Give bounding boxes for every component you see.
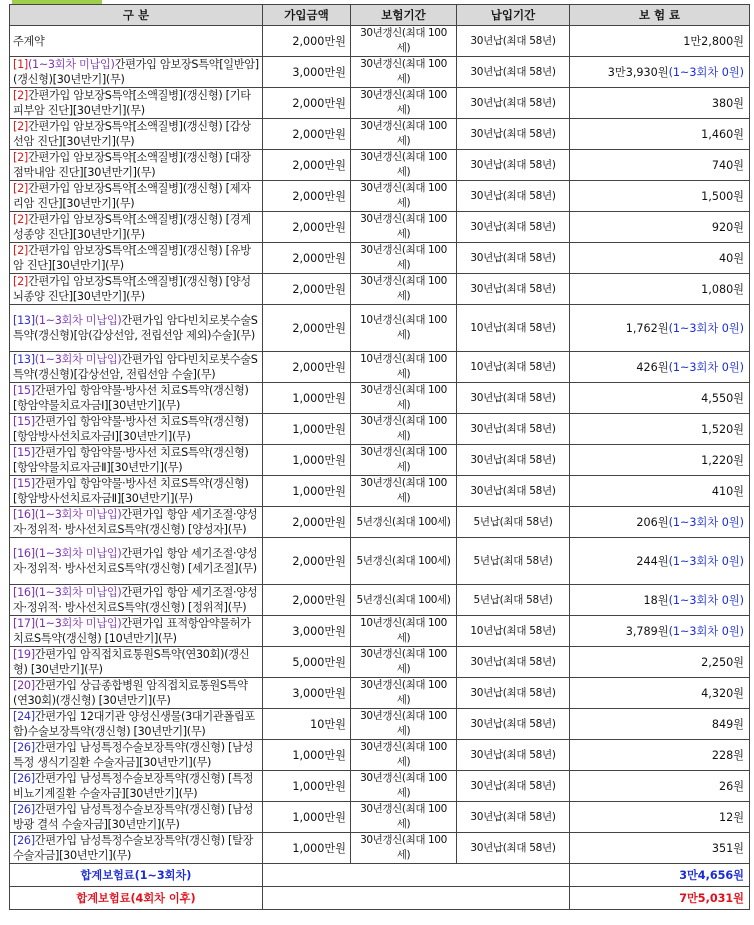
premium-cell <box>570 833 750 864</box>
coverage-name-cell <box>10 212 263 243</box>
coverage-name-cell <box>10 833 263 864</box>
premium-cell <box>570 740 750 771</box>
coverage-name: 간편가입 남성특정수술보장특약(갱신형) [특정비뇨기계질환 수술자금][30년만기](무) <box>13 772 254 800</box>
premium-cell <box>570 150 750 181</box>
table-row <box>10 88 750 119</box>
period-cell: 30년갱신(최대 100세) <box>351 709 457 740</box>
table-row <box>10 212 750 243</box>
period-cell: 30년갱신(최대 100세) <box>351 802 457 833</box>
coverage-name: 간편가입 암보장S특약[소액질병](갱신형) [갑상선암 진단][30년만기](무) <box>13 120 251 148</box>
coverage-code: [24] <box>13 710 35 723</box>
period-cell: 10년갱신(최대 100세) <box>351 616 457 647</box>
premium-cell <box>570 771 750 802</box>
period-cell: 30년갱신(최대 100세) <box>351 26 457 57</box>
period-cell: 30년갱신(최대 100세) <box>351 383 457 414</box>
coverage-name: 간편가입 암직접치료통원S특약(연30회)(갱신형) [30년만기](무) <box>13 648 250 676</box>
period-cell: 30년갱신(최대 100세) <box>351 833 457 864</box>
total-label-1-3: 합계보험료(1~3회차) <box>10 864 263 887</box>
header-period: 보험기간 <box>351 5 457 26</box>
table-row <box>10 740 750 771</box>
premium-value: 4,550원 <box>701 391 744 405</box>
premium-cell <box>570 414 750 445</box>
amount-cell: 2,000만원 <box>263 150 351 181</box>
coverage-name: 간편가입 암다빈치로봇수술S특약(갱신형)[암(갑상선암, 전립선암 제외)수술](무) <box>13 314 258 342</box>
period-cell: 5년갱신(최대 100세) <box>351 507 457 538</box>
coverage-name-cell <box>10 678 263 709</box>
amount-cell: 3,000만원 <box>263 57 351 88</box>
table-row <box>10 476 750 507</box>
amount-cell: 1,000만원 <box>263 476 351 507</box>
premium-note: (1~3회차 0원) <box>668 593 744 607</box>
coverage-name: 간편가입 남성특정수술보장특약(갱신형) [남성특정 생식기질환 수술자금][30년만기](무) <box>13 741 254 769</box>
pay-period-cell: 30년납(최대 58년) <box>457 678 570 709</box>
amount-cell: 1,000만원 <box>263 802 351 833</box>
table-row <box>10 243 750 274</box>
period-cell: 30년갱신(최대 100세) <box>351 181 457 212</box>
coverage-name: 간편가입 암보장S특약[일반암](갱신형)[30년만기](무) <box>13 58 259 86</box>
amount-cell: 5,000만원 <box>263 647 351 678</box>
pay-period-cell: 30년납(최대 58년) <box>457 383 570 414</box>
premium-value: 740원 <box>711 158 744 172</box>
pay-period-cell: 10년납(최대 58년) <box>457 616 570 647</box>
pay-period-cell: 30년납(최대 58년) <box>457 26 570 57</box>
coverage-code: [16] <box>13 508 35 521</box>
coverage-name: 간편가입 암보장S특약[소액질병](갱신형) [대장점막내암 진단][30년만기](무) <box>13 151 251 179</box>
coverage-name-cell <box>10 771 263 802</box>
premium-cell <box>570 585 750 616</box>
premium-cell <box>570 507 750 538</box>
period-cell: 30년갱신(최대 100세) <box>351 476 457 507</box>
coverage-name: 간편가입 상급종합병원 암직접치료통원S특약(연30회)(갱신형) [30년만기](무) <box>13 679 248 707</box>
period-cell: 30년갱신(최대 100세) <box>351 150 457 181</box>
pay-period-cell: 30년납(최대 58년) <box>457 119 570 150</box>
table-row <box>10 709 750 740</box>
premium-note: (1~3회차 0원) <box>668 360 744 374</box>
premium-cell <box>570 243 750 274</box>
amount-cell: 2,000만원 <box>263 274 351 305</box>
coverage-name: 간편가입 항암약물·방사선 치료S특약(갱신형)[항암방사선치료자금Ⅰ][30년만기](무) <box>13 415 249 443</box>
premium-note: (1~3회차 0원) <box>668 624 744 638</box>
premium-value: 380원 <box>711 96 744 110</box>
premium-cell <box>570 383 750 414</box>
premium-cell <box>570 305 750 352</box>
coverage-code: [17] <box>13 617 35 630</box>
premium-note: (1~3회차 0원) <box>668 65 744 79</box>
coverage-name-cell <box>10 709 263 740</box>
table-row <box>10 181 750 212</box>
premium-value: 26원 <box>718 779 744 793</box>
coverage-code: [19] <box>13 648 35 661</box>
premium-value: 12원 <box>718 810 744 824</box>
table-row <box>10 352 750 383</box>
coverage-code: [26] <box>13 834 35 847</box>
table-row <box>10 538 750 585</box>
total-value-1-3: 3만4,656원 <box>570 864 750 887</box>
coverage-name: 간편가입 표적항암약물허가치료S특약(갱신형) [10년만기](무) <box>13 617 251 645</box>
premium-cell <box>570 119 750 150</box>
premium-cell <box>570 352 750 383</box>
amount-cell: 1,000만원 <box>263 414 351 445</box>
premium-cell <box>570 538 750 585</box>
premium-note: (1~3회차 0원) <box>668 321 744 335</box>
premium-cell <box>570 181 750 212</box>
period-cell: 30년갱신(최대 100세) <box>351 57 457 88</box>
unpaid-note: (1~3회차 미납입) <box>27 58 115 71</box>
coverage-name-cell <box>10 383 263 414</box>
coverage-name-cell <box>10 274 263 305</box>
period-cell: 30년갱신(최대 100세) <box>351 678 457 709</box>
premium-table <box>9 4 750 910</box>
unpaid-note: (1~3회차 미납입) <box>34 617 122 630</box>
coverage-code: [13] <box>13 314 35 327</box>
coverage-name-cell <box>10 476 263 507</box>
coverage-name-cell <box>10 243 263 274</box>
amount-cell: 2,000만원 <box>263 507 351 538</box>
coverage-code: [2] <box>13 120 28 133</box>
table-row <box>10 150 750 181</box>
premium-value: 1,762원 <box>625 321 669 335</box>
amount-cell: 2,000만원 <box>263 352 351 383</box>
coverage-code: [2] <box>13 151 28 164</box>
header-pay-period: 납입기간 <box>457 5 570 26</box>
pay-period-cell: 5년납(최대 58년) <box>457 585 570 616</box>
premium-value: 1,220원 <box>701 453 744 467</box>
table-row <box>10 507 750 538</box>
premium-cell <box>570 476 750 507</box>
coverage-code: [15] <box>13 415 35 428</box>
table-row <box>10 26 750 57</box>
premium-value: 18원 <box>643 593 669 607</box>
coverage-code: [26] <box>13 741 35 754</box>
pay-period-cell: 30년납(최대 58년) <box>457 57 570 88</box>
pay-period-cell: 10년납(최대 58년) <box>457 352 570 383</box>
coverage-code: [26] <box>13 772 35 785</box>
amount-cell: 1,000만원 <box>263 833 351 864</box>
premium-cell <box>570 212 750 243</box>
pay-period-cell: 30년납(최대 58년) <box>457 243 570 274</box>
coverage-name-cell <box>10 445 263 476</box>
pay-period-cell: 30년납(최대 58년) <box>457 274 570 305</box>
pay-period-cell: 30년납(최대 58년) <box>457 647 570 678</box>
pay-period-cell: 5년납(최대 58년) <box>457 538 570 585</box>
coverage-name: 간편가입 남성특정수술보장특약(갱신형) [탈장수술자금][30년만기](무) <box>13 834 254 862</box>
period-cell: 30년갱신(최대 100세) <box>351 647 457 678</box>
period-cell: 30년갱신(최대 100세) <box>351 119 457 150</box>
period-cell: 5년갱신(최대 100세) <box>351 585 457 616</box>
pay-period-cell: 30년납(최대 58년) <box>457 181 570 212</box>
unpaid-note: (1~3회차 미납입) <box>34 353 122 366</box>
premium-cell <box>570 616 750 647</box>
coverage-name: 간편가입 암보장S특약[소액질병](갱신형) [제자리암 진단][30년만기](무) <box>13 182 251 210</box>
coverage-code: [13] <box>13 353 35 366</box>
premium-cell <box>570 709 750 740</box>
total-spacer <box>263 864 570 887</box>
amount-cell: 3,000만원 <box>263 678 351 709</box>
table-row <box>10 119 750 150</box>
amount-cell: 2,000만원 <box>263 212 351 243</box>
premium-value: 228원 <box>711 748 744 762</box>
premium-value: 1,080원 <box>701 282 744 296</box>
amount-cell: 1,000만원 <box>263 740 351 771</box>
table-row <box>10 585 750 616</box>
premium-value: 410원 <box>711 484 744 498</box>
coverage-name-cell <box>10 305 263 352</box>
table-row <box>10 57 750 88</box>
coverage-name: 간편가입 12대기관 양성신생물(3대기관폴립포함)수술보장특약(갱신형) [30년만기](무) <box>13 710 255 738</box>
pay-period-cell: 10년납(최대 58년) <box>457 305 570 352</box>
premium-value: 4,320원 <box>701 686 744 700</box>
amount-cell: 2,000만원 <box>263 181 351 212</box>
coverage-name-cell <box>10 647 263 678</box>
coverage-name: 간편가입 항암약물·방사선 치료S특약(갱신형)[항암약물치료자금Ⅰ][30년만기](무) <box>13 384 249 412</box>
premium-value: 1,460원 <box>701 127 744 141</box>
table-row <box>10 833 750 864</box>
coverage-code: [26] <box>13 803 35 816</box>
premium-note: (1~3회차 0원) <box>668 515 744 529</box>
pay-period-cell: 30년납(최대 58년) <box>457 212 570 243</box>
coverage-name-cell <box>10 740 263 771</box>
premium-cell <box>570 274 750 305</box>
period-cell: 5년갱신(최대 100세) <box>351 538 457 585</box>
pay-period-cell: 30년납(최대 58년) <box>457 709 570 740</box>
table-body <box>10 26 750 864</box>
coverage-code: [16] <box>13 586 35 599</box>
amount-cell: 2,000만원 <box>263 305 351 352</box>
coverage-code: [1] <box>13 58 28 71</box>
coverage-name: 간편가입 항암 세기조절·양성자·정위적· 방사선치료S특약(갱신형) [양성자](무) <box>13 508 258 536</box>
period-cell: 30년갱신(최대 100세) <box>351 212 457 243</box>
coverage-code: [15] <box>13 384 35 397</box>
total-label-4-plus: 합계보험료(4회차 이후) <box>10 887 263 910</box>
premium-value: 351원 <box>711 841 744 855</box>
table-row <box>10 616 750 647</box>
period-cell: 30년갱신(최대 100세) <box>351 740 457 771</box>
coverage-name-cell <box>10 26 263 57</box>
header-category: 구 분 <box>10 5 263 26</box>
coverage-name: 간편가입 항암약물·방사선 치료S특약(갱신형)[항암방사선치료자금Ⅱ][30년만기](무) <box>13 477 249 505</box>
coverage-name-cell <box>10 414 263 445</box>
coverage-name-cell <box>10 181 263 212</box>
amount-cell: 2,000만원 <box>263 538 351 585</box>
premium-value: 1,500원 <box>701 189 744 203</box>
premium-value: 3,789원 <box>625 624 669 638</box>
pay-period-cell: 30년납(최대 58년) <box>457 476 570 507</box>
coverage-name: 간편가입 암보장S특약[소액질병](갱신형) [유방암 진단][30년만기](무) <box>13 244 251 272</box>
amount-cell: 1,000만원 <box>263 771 351 802</box>
premium-value: 2,250원 <box>701 655 744 669</box>
pay-period-cell: 30년납(최대 58년) <box>457 445 570 476</box>
coverage-name-cell <box>10 150 263 181</box>
amount-cell: 2,000만원 <box>263 243 351 274</box>
pay-period-cell: 30년납(최대 58년) <box>457 150 570 181</box>
pay-period-cell: 30년납(최대 58년) <box>457 833 570 864</box>
premium-value: 244원 <box>636 554 669 568</box>
coverage-name: 간편가입 남성특정수술보장특약(갱신형) [남성방광 결석 수술자금][30년만기](무) <box>13 803 254 831</box>
unpaid-note: (1~3회차 미납입) <box>34 314 122 327</box>
coverage-code: [15] <box>13 477 35 490</box>
pay-period-cell: 5년납(최대 58년) <box>457 507 570 538</box>
amount-cell: 2,000만원 <box>263 88 351 119</box>
amount-cell: 10만원 <box>263 709 351 740</box>
coverage-name-cell <box>10 352 263 383</box>
total-value-4-plus: 7만5,031원 <box>570 887 750 910</box>
premium-cell <box>570 647 750 678</box>
pay-period-cell: 30년납(최대 58년) <box>457 740 570 771</box>
premium-cell <box>570 678 750 709</box>
premium-value: 1,520원 <box>701 422 744 436</box>
amount-cell: 2,000만원 <box>263 585 351 616</box>
period-cell: 30년갱신(최대 100세) <box>351 445 457 476</box>
total-spacer <box>263 887 570 910</box>
period-cell: 30년갱신(최대 100세) <box>351 771 457 802</box>
premium-cell <box>570 802 750 833</box>
table-row <box>10 771 750 802</box>
total-row-4-plus <box>10 887 750 910</box>
table-row <box>10 802 750 833</box>
coverage-name: 간편가입 암보장S특약[소액질병](갱신형) [기타피부암 진단][30년만기](무) <box>13 89 251 117</box>
table-header-row <box>10 5 750 26</box>
coverage-code: [2] <box>13 213 28 226</box>
coverage-code: [15] <box>13 446 35 459</box>
header-premium: 보 험 료 <box>570 5 750 26</box>
table-row <box>10 445 750 476</box>
coverage-name-cell <box>10 57 263 88</box>
premium-cell <box>570 445 750 476</box>
table-row <box>10 274 750 305</box>
coverage-code: [16] <box>13 547 35 560</box>
period-cell: 10년갱신(최대 100세) <box>351 305 457 352</box>
coverage-code: [2] <box>13 89 28 102</box>
coverage-name: 간편가입 암다빈치로봇수술S특약(갱신형)[갑상선암, 전립선암 수술](무) <box>13 353 258 381</box>
coverage-name-cell <box>10 119 263 150</box>
table-row <box>10 647 750 678</box>
coverage-name-cell <box>10 616 263 647</box>
premium-value: 3만3,930원 <box>607 65 669 79</box>
period-cell: 30년갱신(최대 100세) <box>351 274 457 305</box>
premium-cell <box>570 57 750 88</box>
unpaid-note: (1~3회차 미납입) <box>34 547 122 560</box>
premium-value: 206원 <box>636 515 669 529</box>
period-cell: 30년갱신(최대 100세) <box>351 88 457 119</box>
pay-period-cell: 30년납(최대 58년) <box>457 88 570 119</box>
coverage-name-cell <box>10 585 263 616</box>
amount-cell: 3,000만원 <box>263 616 351 647</box>
table-row <box>10 305 750 352</box>
coverage-name: 간편가입 암보장S특약[소액질병](갱신형) [경계성종양 진단][30년만기](무) <box>13 213 251 241</box>
coverage-name: 간편가입 항암약물·방사선 치료S특약(갱신형)[항암약물치료자금Ⅱ][30년만기](무) <box>13 446 249 474</box>
coverage-code: [20] <box>13 679 35 692</box>
unpaid-note: (1~3회차 미납입) <box>34 508 122 521</box>
coverage-code: [2] <box>13 182 28 195</box>
unpaid-note: (1~3회차 미납입) <box>34 586 122 599</box>
coverage-name-cell <box>10 802 263 833</box>
amount-cell: 1,000만원 <box>263 383 351 414</box>
premium-value: 1만2,800원 <box>683 34 744 48</box>
pay-period-cell: 30년납(최대 58년) <box>457 802 570 833</box>
coverage-name-cell <box>10 507 263 538</box>
amount-cell: 2,000만원 <box>263 119 351 150</box>
period-cell: 30년갱신(최대 100세) <box>351 414 457 445</box>
premium-cell <box>570 26 750 57</box>
header-amount: 가입금액 <box>263 5 351 26</box>
coverage-name: 간편가입 암보장S특약[소액질병](갱신형) [양성뇌종양 진단][30년만기](무) <box>13 275 251 303</box>
premium-value: 849원 <box>711 717 744 731</box>
coverage-name-cell <box>10 88 263 119</box>
coverage-name: 주계약 <box>13 34 45 48</box>
amount-cell: 2,000만원 <box>263 26 351 57</box>
period-cell: 10년갱신(최대 100세) <box>351 352 457 383</box>
amount-cell: 1,000만원 <box>263 445 351 476</box>
coverage-name: 간편가입 항암 세기조절·양성자·정위적· 방사선치료S특약(갱신형) [정위적](무) <box>13 586 258 614</box>
table-row <box>10 383 750 414</box>
coverage-code: [2] <box>13 244 28 257</box>
coverage-name: 간편가입 항암 세기조절·양성자·정위적· 방사선치료S특약(갱신형) [세기조절](무) <box>13 547 258 575</box>
pay-period-cell: 30년납(최대 58년) <box>457 414 570 445</box>
coverage-name-cell <box>10 538 263 585</box>
total-row-1-3 <box>10 864 750 887</box>
premium-value: 40원 <box>718 251 744 265</box>
table-row <box>10 678 750 709</box>
premium-value: 426원 <box>636 360 669 374</box>
table-row <box>10 414 750 445</box>
premium-cell <box>570 88 750 119</box>
premium-value: 920원 <box>711 220 744 234</box>
coverage-code: [2] <box>13 275 28 288</box>
period-cell: 30년갱신(최대 100세) <box>351 243 457 274</box>
pay-period-cell: 30년납(최대 58년) <box>457 771 570 802</box>
premium-note: (1~3회차 0원) <box>668 554 744 568</box>
